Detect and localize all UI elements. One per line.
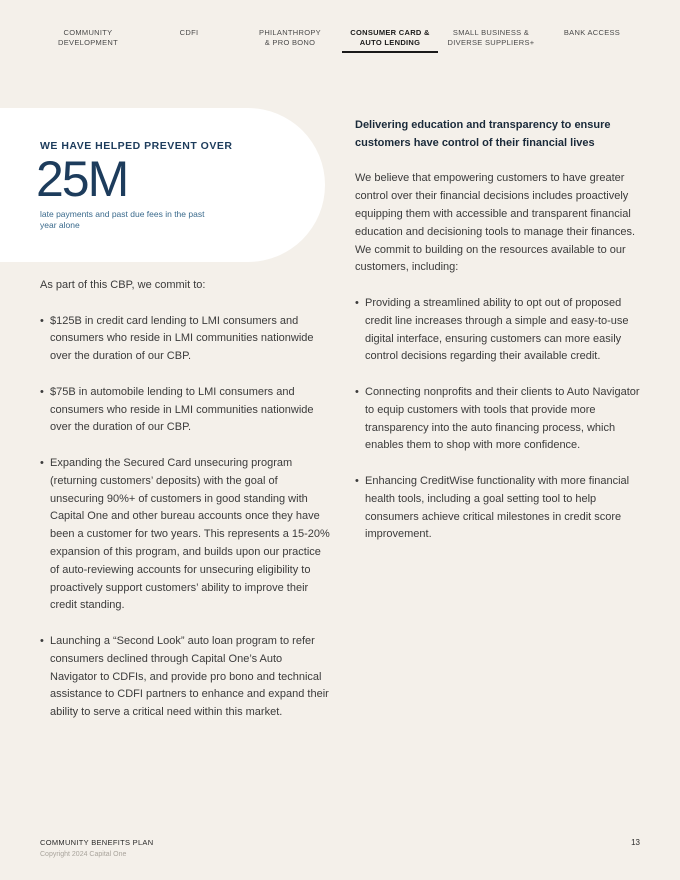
list-item-text: $125B in credit card lending to LMI consumers and consumers who reside in LMI communities nationwide over the duration of our CBP. (50, 314, 314, 363)
list-item-text: Launching a “Second Look” auto loan program to refer consumers declined through Capital One’s Auto Navigator to CDFIs, and provide pro bono and technical assistance to CDFI partners to enhance and expand their ability to serve a critical need within this market. (50, 634, 329, 719)
section-nav (40, 28, 640, 58)
list-item (40, 633, 330, 722)
commitments-column (40, 277, 330, 740)
bullet-icon: • (355, 296, 359, 309)
stat-callout (0, 108, 325, 262)
bullet-icon: • (40, 314, 44, 327)
nav-item-cdfi[interactable]: CDFI (179, 28, 199, 37)
list-item (355, 384, 640, 455)
bullet-icon: • (40, 456, 44, 469)
commitments-list (40, 313, 330, 722)
nav-item-small-business[interactable]: SMALL BUSINESS & DIVERSE SUPPLIERS+ (447, 28, 535, 47)
resources-list (355, 295, 640, 544)
stat-value: 25M (36, 151, 128, 207)
list-item (355, 473, 640, 544)
education-column (355, 117, 640, 562)
bullet-icon: • (40, 385, 44, 398)
list-item (40, 313, 330, 366)
list-item (40, 455, 330, 615)
active-tab-underline (342, 51, 438, 53)
section-heading: Delivering education and transparency to ensure customers have control of their financial lives (355, 119, 611, 149)
nav-item-community-development[interactable]: COMMUNITY DEVELOPMENT (58, 28, 118, 47)
list-item (355, 295, 640, 366)
page-number: 13 (631, 838, 640, 847)
list-item-text: Expanding the Secured Card unsecuring program (returning customers’ deposits) with the goal of unsecuring 90%+ of customers in good standing with Capital One and other bureau accounts once they have been a customer for two years. This represents a 15-20% expansion of this program, and builds upon our practice of auto-reviewing accounts for unsecuring eligibility to proactively support customers’ ability to improve their credit standing. (50, 456, 330, 612)
list-item (40, 384, 330, 437)
footer-copyright: Copyright 2024 Capital One (40, 851, 127, 858)
commitments-intro: As part of this CBP, we commit to: (40, 279, 206, 291)
stat-description: late payments and past due fees in the past year alone (40, 209, 205, 230)
bullet-icon: • (40, 634, 44, 647)
nav-item-bank-access[interactable]: BANK ACCESS (563, 28, 621, 37)
footer-title: COMMUNITY BENEFITS PLAN (40, 838, 154, 847)
bullet-icon: • (355, 385, 359, 398)
list-item-text: Providing a streamlined ability to opt out of proposed credit line increases through a simple and easy-to-use digital interface, ensuring customers can more easily control decisions regarding their available credit. (365, 296, 629, 363)
nav-item-consumer-card-auto-lending[interactable]: CONSUMER CARD & AUTO LENDING (350, 28, 430, 47)
list-item-text: Connecting nonprofits and their clients to Auto Navigator to equip customers with tools that provide more transparency into the auto financing process, which enables them to shop with more confidence. (365, 385, 640, 452)
stat-label: WE HAVE HELPED PREVENT OVER (40, 140, 233, 152)
section-paragraph: We believe that empowering customers to have greater control over their financial decisions includes proactively equipping them with accessible and transparent financial education and decisioning tools to manage their finances. We commit to building on the resources available to our customers, including: (355, 172, 636, 274)
bullet-icon: • (355, 474, 359, 487)
list-item-text: Enhancing CreditWise functionality with more financial health tools, including a goal setting tool to help consumers achieve critical milestones in credit score improvement. (365, 474, 630, 541)
nav-item-philanthropy[interactable]: PHILANTHROPY & PRO BONO (259, 28, 321, 47)
list-item-text: $75B in automobile lending to LMI consumers and consumers who reside in LMI communities nationwide over the duration of our CBP. (50, 385, 314, 434)
